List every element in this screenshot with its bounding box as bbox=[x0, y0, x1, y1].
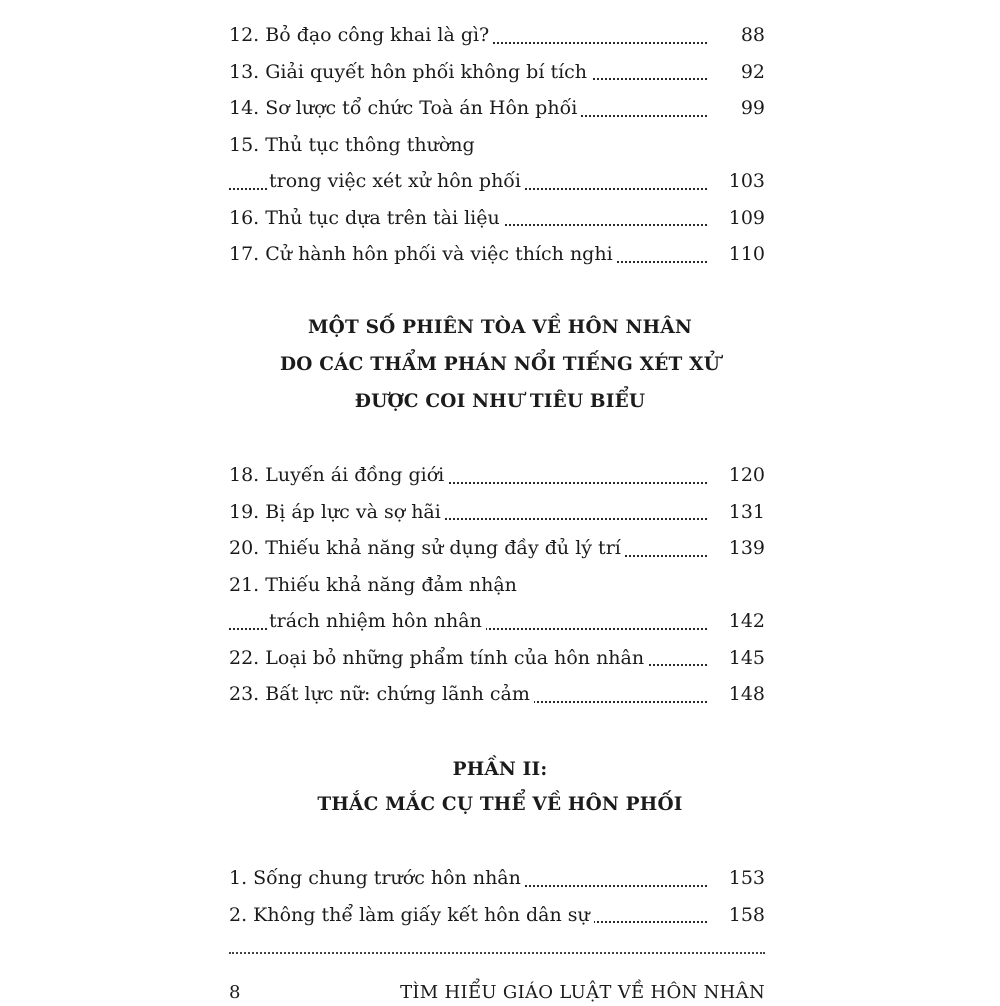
toc-entry-title: 19. Bị áp lực và sợ hãi bbox=[229, 494, 445, 531]
toc-entry bbox=[229, 676, 765, 713]
toc-section-3 bbox=[229, 860, 765, 933]
toc-entry bbox=[229, 530, 765, 567]
toc-entry bbox=[229, 897, 765, 934]
toc-entry-title: 18. Luyến ái đồng giới bbox=[229, 457, 448, 494]
toc-entry bbox=[229, 236, 765, 273]
toc-entry bbox=[229, 90, 765, 127]
toc-entry-page: 88 bbox=[711, 17, 765, 54]
toc-entry-page: 92 bbox=[711, 54, 765, 91]
toc-entry-page: 131 bbox=[711, 494, 765, 531]
toc-entry-continuation bbox=[229, 603, 765, 640]
toc-entry bbox=[229, 494, 765, 531]
toc-entry-page: 110 bbox=[711, 236, 765, 273]
running-title: TÌM HIỂU GIÁO LUẬT VỀ HÔN NHÂN bbox=[400, 982, 765, 1003]
toc-section-2 bbox=[229, 457, 765, 713]
toc-entry-first-line bbox=[229, 567, 765, 604]
toc-entry-title: 23. Bất lực nữ: chứng lãnh cảm bbox=[229, 676, 534, 713]
toc-entry-title: 16. Thủ tục dựa trên tài liệu bbox=[229, 200, 504, 237]
toc-entry-title: 13. Giải quyết hôn phối không bí tích bbox=[229, 54, 591, 91]
toc-entry bbox=[229, 54, 765, 91]
toc-entry-page: 145 bbox=[711, 640, 765, 677]
toc-entry-title: 2. Không thể làm giấy kết hôn dân sự bbox=[229, 897, 594, 934]
toc-entry bbox=[229, 17, 765, 54]
toc-entry bbox=[229, 457, 765, 494]
toc-entry-page: 148 bbox=[711, 676, 765, 713]
toc-entry-title: 21. Thiếu khả năng đảm nhận bbox=[229, 567, 521, 604]
section-heading-line: MỘT SỐ PHIÊN TÒA VỀ HÔN NHÂN bbox=[308, 317, 692, 338]
toc-entry-title: trách nhiệm hôn nhân bbox=[269, 603, 486, 640]
toc-entry-first-line bbox=[229, 127, 765, 164]
toc-entry-continuation bbox=[229, 163, 765, 200]
toc-section-1 bbox=[229, 17, 765, 273]
toc-entry-title: 17. Cử hành hôn phối và việc thích nghi bbox=[229, 236, 617, 273]
toc-entry-title: 1. Sống chung trước hôn nhân bbox=[229, 860, 525, 897]
toc-entry-page: 103 bbox=[711, 163, 765, 200]
toc-entry-page: 120 bbox=[711, 457, 765, 494]
toc-entry bbox=[229, 200, 765, 237]
toc-entry-page: 153 bbox=[711, 860, 765, 897]
toc-entry-page: 139 bbox=[711, 530, 765, 567]
toc-entry bbox=[229, 640, 765, 677]
toc-entry-page: 142 bbox=[711, 603, 765, 640]
toc-entry-page: 158 bbox=[711, 897, 765, 934]
toc-entry bbox=[229, 860, 765, 897]
toc-entry-title: 12. Bỏ đạo công khai là gì? bbox=[229, 17, 493, 54]
part-title: THẮC MẮC CỤ THỂ VỀ HÔN PHỐI bbox=[317, 794, 683, 815]
section-heading-line: ĐƯỢC COI NHƯ TIÊU BIỂU bbox=[354, 391, 646, 412]
toc-entry-title: 14. Sơ lược tổ chức Toà án Hôn phối bbox=[229, 90, 581, 127]
toc-entry-title: 20. Thiếu khả năng sử dụng đầy đủ lý trí bbox=[229, 530, 625, 567]
toc-entry-title: trong việc xét xử hôn phối bbox=[269, 163, 525, 200]
toc-entry-title: 22. Loại bỏ những phẩm tính của hôn nhân bbox=[229, 640, 648, 677]
toc-entry-title: 15. Thủ tục thông thường bbox=[229, 127, 479, 164]
toc-entry-page: 109 bbox=[711, 200, 765, 237]
toc-entry-page: 99 bbox=[711, 90, 765, 127]
footer-divider bbox=[229, 952, 765, 954]
page-number: 8 bbox=[229, 982, 241, 1003]
part-heading: PHẦN II: bbox=[452, 759, 548, 780]
section-heading-line: DO CÁC THẨM PHÁN NỔI TIẾNG XÉT XỬ bbox=[280, 354, 720, 375]
